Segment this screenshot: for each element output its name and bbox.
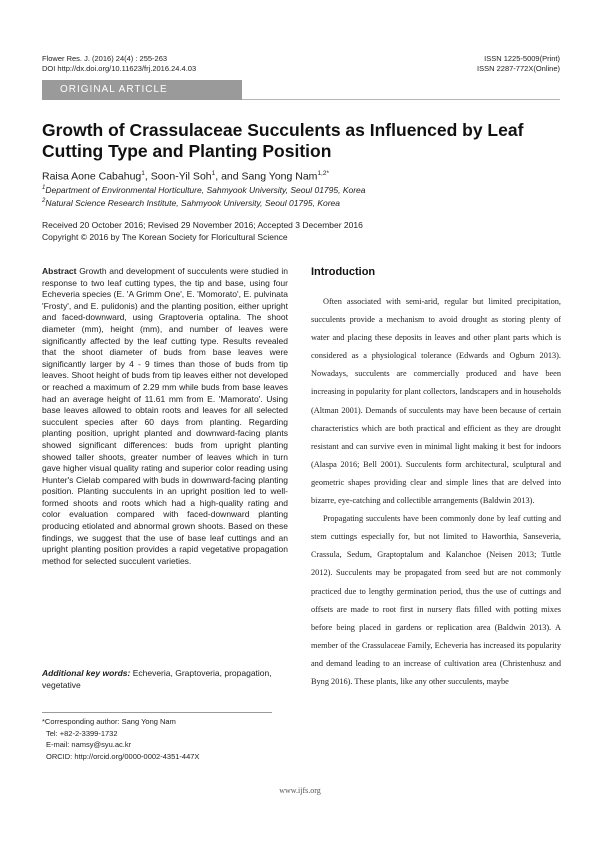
article-dates (42, 220, 363, 243)
article-type-banner: ORIGINAL ARTICLE (42, 80, 242, 100)
received-dates: Received 20 October 2016; Revised 29 November 2016; Accepted 3 December 2016 (42, 220, 363, 230)
article-title: Growth of Crassulaceae Succulents as Influenced by Leaf Cutting Type and Planting Position (42, 120, 524, 161)
orcid-link[interactable]: ORCID: http://orcid.org/0000-0002-4351-447X (46, 751, 200, 761)
affiliation-line (42, 196, 366, 209)
abstract (42, 266, 288, 567)
author-list (42, 167, 329, 184)
corresponding-author: *Corresponding author: Sang Yong Nam (42, 717, 176, 726)
footer-url[interactable]: www.ijfs.org (279, 786, 321, 795)
copyright-notice: Copyright © 2016 by The Korean Society for Floricultural Science (42, 231, 288, 242)
affiliation-sup: 2 (42, 198, 46, 205)
affiliation-text: Natural Science Research Institute, Sahmyook University, Seoul 01795, Korea (45, 198, 341, 209)
phone-number: Tel: +82-2-3399-1732 (46, 728, 118, 738)
author-sup: 1 (141, 170, 145, 177)
footnote-divider (42, 712, 272, 713)
section-heading-introduction: Introduction (311, 266, 376, 278)
correspondence-footnote (42, 716, 199, 762)
email-address[interactable]: E-mail: namsy@syu.ac.kr (46, 740, 132, 749)
journal-citation: Flower Res. J. (2016) 24(4) : 255-263 (42, 54, 168, 63)
affiliation-line (42, 183, 366, 196)
affiliation-text: Department of Environmental Horticulture, Sahmyook University, Seoul 01795, Korea (45, 184, 366, 195)
issn-print: ISSN 1225-5009(Print) (484, 54, 560, 63)
keywords-text: Echeveria, Graptoveria, propagation, vegetative (42, 668, 272, 690)
abstract-label: Abstract (42, 266, 77, 276)
author-separator: , and (215, 170, 242, 183)
author-sup: 1 (211, 170, 216, 177)
introduction-body (311, 293, 561, 691)
author-name: Sang Yong Nam (241, 170, 318, 183)
author-sup: 1,2* (317, 170, 330, 177)
keywords-label: Additional key words: (42, 668, 131, 678)
affiliation-sup: 1 (42, 185, 46, 191)
issn-online: ISSN 2287-772X(Online) (477, 64, 560, 73)
author-name: Raisa Aone Cabahug (42, 170, 142, 183)
doi-link[interactable]: DOI http://dx.doi.org/10.11623/frj.2016.24.4.03 (42, 64, 197, 73)
author-name: Soon-Yil Soh (150, 170, 212, 183)
paragraph: Often associated with semi-arid, regular but limited precipitation, succulents provide a mechanism to avoid drought as storing plenty of water and placing these deposits in leaves and other plant parts which is considered as a physiological tolerance (Edwards and Ogburn 2013). Nowadays, succulents are commercially produced and have been increasing in popularity for plant collectors, landscapers and in households (Altman 2001). Demands of succulents may have been because of certain characteristics which are both practical and efficient as they are drought resistant and can survive even in minimal light making it best for indoors (Alaspa 2016; Bell 2001). Succulents form architectural, sculptural and geometric shapes providing clear and simple lines that are delved into bizarre, eye-catching and collectible arrangements (Baldwin 2013). (311, 297, 561, 506)
affiliations (42, 183, 366, 210)
header-divider (242, 99, 560, 100)
abstract-text: Growth and development of succulents were studied in response to two leaf cutting types, the tip and base, using four Echeveria species (E. 'A Grimm One', E. 'Momorato', E. pulvinata 'Frosty', and E. pulidonis) and the planting position, either upright and faced-downward, using Graptoveria optalina. The shoot diameter (mm), height (mm), and number of leaves were significantly affected by the leaf cutting type. Results revealed that the shoot diameter of buds from base leaves were significantly larger by 4 - 9 times than those of buds from tip leaves. Shoot height of buds from tip leaves either not developed or reached a maximum of 2.29 mm while buds from base leaves had an average height of 11.61 mm from E. 'Mamorato'. Using base leaves allowed to obtain roots and leaves for all selected succulent species after 60 days from planting. Regarding planting position, upright planted and downward-facing plants showed significant differences: buds from upright planting showed taller shoots, greater number of leaves which in turn gave higher visual quality rating and superior color reading using Hunter's Cielab compared with buds in downward-facing planting position. Planting succulents in an upright position led to well-formed shoots and roots which had a high-quality rating and color evaluation compared with faced-downward planting producing etiolated and abnormal grown shoots. Based on these findings, we suggest that the use of base leaf cuttings and an upright planting position provides a rapid vegetative propagation method for selected succulent varieties. (42, 266, 288, 566)
keywords (42, 668, 288, 691)
author-separator: , (144, 170, 151, 183)
paragraph: Propagating succulents have been commonly done by leaf cutting and stem cuttings especially for, but not limited to Haworthia, Sanseveria, Crassula, Sedum, Graptoptalum and Kalanchoe (Neisen 2013; Tuttle 2012). Succulents may be propagated from seed but are not commonly practiced due to lengthy germination period, thus the use of cuttings and offsets are made to root first in nursery flats filled with potting mixes before being placed in gardens or replication area (Baldwin 2013). A member of the Crassulaceae Family, Echeveria has increased its popularity and demand leading to an increase of cultivation area (Christenhusz and Byng 2016). These plants, like any other succulents, maybe (311, 514, 561, 686)
